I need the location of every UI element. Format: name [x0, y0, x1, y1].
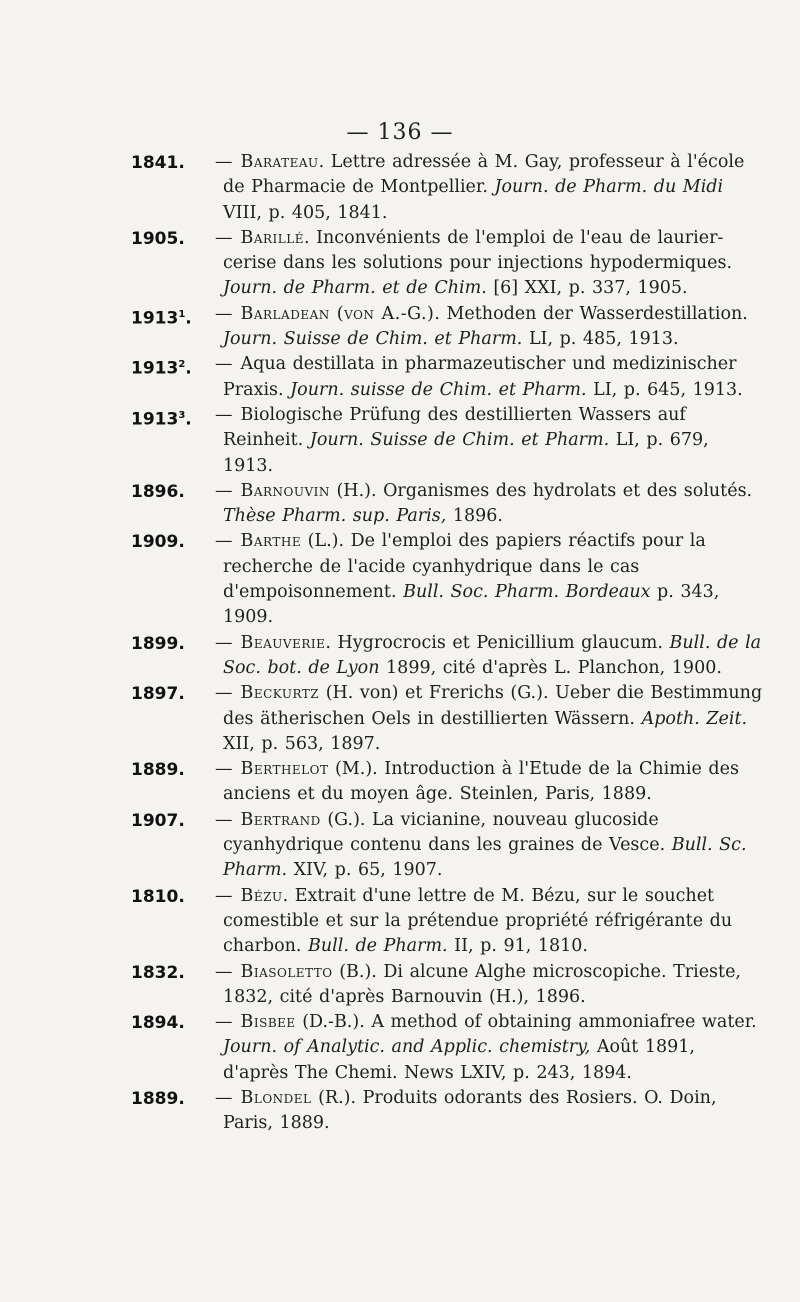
- bibliography-entry: [0, 1010, 800, 1086]
- entry-title: (H. von) et Frerichs (G.). Ueber die Bestimmung des ätherischen Oels in destillierten Wässern.: [223, 683, 763, 729]
- bibliography-entry: [0, 808, 800, 884]
- entry-title: (R.). Produits odorants des Rosiers. O. Doin, Paris, 1889.: [223, 1087, 717, 1134]
- entry-title: . Inconvénients de l'emploi de l'eau de laurier-cerise dans les solutions pour injections hypodermiques.: [223, 227, 733, 274]
- bibliography-entry: [0, 681, 800, 757]
- entry-reference: II, p. 91, 1810.: [447, 936, 588, 957]
- entry-author: Bisbee: [240, 1012, 296, 1033]
- bibliography-entry: [0, 403, 800, 479]
- entry-year: 1913$^2$.: [131, 359, 192, 380]
- entry-title: (M.). Introduction à l'Etude de la Chimie des anciens et du moyen âge. Steinlen, Paris, 1889.: [223, 759, 739, 805]
- entry-year: 1909.: [131, 532, 185, 553]
- entry-title: . Methoden der Wasserdestillation.: [434, 303, 748, 324]
- entry-author: Barthe: [240, 531, 302, 552]
- entry-title: (B.). Di alcune Alghe microscopiche. Trieste, 1832, cité d'après Barnouvin (H.), 1896.: [223, 961, 741, 1007]
- entry-text: — Bézu. Extrait d'une lettre de M. Bézu, sur le souchet comestible et sur la prétendue propriété réfrigérante du charbon. Bull. de Pharm. II, p. 91, 1810.: [215, 885, 733, 957]
- entry-text: — Biasoletto (B.). Di alcune Alghe microscopiche. Trieste, 1832, cité d'après Barnouvin (H.), 1896.: [215, 961, 741, 1007]
- entry-title: . Hygrocrocis et Penicillium glaucum.: [325, 632, 663, 653]
- entry-text: — Beckurtz (H. von) et Frerichs (G.). Ueber die Bestimmung des ätherischen Oels in destillierten Wässern. Apoth. Zeit. XII, p. 563, 1897.: [215, 683, 763, 754]
- entry-year: 1897.: [131, 684, 185, 705]
- entry-reference: XII, p. 563, 1897.: [223, 733, 381, 754]
- bibliography-entry: [0, 150, 800, 226]
- entry-title: (L.). De l'emploi des papiers réactifs pour la recherche de l'acide cyanhydrique dans le cas d'empoisonnement.: [223, 531, 706, 603]
- entry-journal: Bull. de la Soc. bot. de Lyon: [223, 632, 762, 678]
- bibliography-entry: [0, 352, 800, 403]
- entry-author: Bézu: [240, 885, 283, 906]
- bibliography-entry: [0, 529, 800, 630]
- entry-journal: Journ. de Pharm. du Midi: [494, 177, 724, 198]
- entry-author: Berthelot: [240, 759, 329, 780]
- entry-journal: Bull. Soc. Pharm. Bordeaux: [403, 582, 651, 603]
- entry-text: — Biologische Prüfung des destillierten Wassers auf Reinheit. Journ. Suisse de Chim. et Pharm. LI, p. 679, 1913.: [215, 404, 709, 476]
- entry-journal: Thèse Pharm. sup. Paris,: [223, 506, 447, 527]
- entry-text: — Berthelot (M.). Introduction à l'Etude de la Chimie des anciens et du moyen âge. Steinlen, Paris, 1889.: [215, 759, 739, 805]
- entry-text: — Barillé. Inconvénients de l'emploi de l'eau de laurier-cerise dans les solutions pour injections hypodermiques. Journ. de Pharm. et de Chim. [6] XXI, p. 337, 1905.: [215, 227, 733, 299]
- entry-title: (H.). Organismes des hydrolats et des solutés.: [329, 480, 753, 501]
- entry-reference: XIV, p. 65, 1907.: [287, 860, 443, 881]
- entry-year: 1894.: [131, 1013, 185, 1034]
- entry-reference: 1899, cité d'après L. Planchon, 1900.: [379, 657, 722, 678]
- entry-text: — Barateau. Lettre adressée à M. Gay, professeur à l'école de Pharmacie de Montpellier. Journ. de Pharm. du Midi VIII, p. 405, 1841.: [215, 152, 745, 223]
- entry-year: 1905.: [131, 228, 185, 249]
- bibliography-entry: [0, 631, 800, 682]
- bibliography-entry: [0, 757, 800, 808]
- entry-text: — Barladean (von A.-G.). Methoden der Wasserdestillation. Journ. Suisse de Chim. et Pharm. LI, p. 485, 1913.: [215, 303, 748, 350]
- bibliography-list: [0, 150, 800, 1137]
- entry-year: 1889.: [131, 760, 185, 781]
- entry-year: 1832.: [131, 962, 185, 983]
- bibliography-entry: [0, 302, 800, 353]
- entry-year: 1841.: [131, 153, 185, 173]
- entry-year: 1896.: [131, 481, 185, 502]
- entry-text: — Barnouvin (H.). Organismes des hydrolats et des solutés. Thèse Pharm. sup. Paris, 1896.: [215, 480, 753, 527]
- entry-year: 1913$^1$.: [131, 308, 192, 329]
- entry-journal: Journ. Suisse de Chim. et Pharm.: [223, 329, 523, 350]
- entry-text: — Aqua destillata in pharmazeutischer und medizinischer Praxis. Journ. suisse de Chim. et Pharm. LI, p. 645, 1913.: [215, 354, 743, 400]
- entry-year-suffix: 2: [178, 359, 186, 371]
- bibliography-entry: [0, 226, 800, 302]
- entry-journal: Apoth. Zeit.: [641, 708, 748, 729]
- entry-reference: VIII, p. 405, 1841.: [223, 202, 388, 223]
- entry-reference: Août 1891, d'après The Chemi. News LXIV, p. 243, 1894.: [223, 1037, 695, 1083]
- entry-author: Biasoletto: [240, 961, 333, 982]
- entry-reference: [6] XXI, p. 337, 1905.: [486, 278, 688, 299]
- entry-year: 1899.: [131, 633, 185, 654]
- entry-journal: Journ. of Analytic. and Applic. chemistry,: [223, 1037, 591, 1058]
- entry-text: — Bisbee (D.-B.). A method of obtaining ammoniafree water. Journ. of Analytic. and Applic. chemistry, Août 1891, d'après The Chemi. News LXIV, p. 243, 1894.: [215, 1012, 757, 1083]
- entry-text: — Bertrand (G.). La vicianine, nouveau glucoside cyanhydrique contenu dans les graines de Vesce. Bull. Sc. Pharm. XIV, p. 65, 1907.: [215, 809, 747, 881]
- page-number: — 136 —: [346, 120, 454, 145]
- entry-title: (D.-B.). A method of obtaining ammoniafree water.: [295, 1012, 757, 1033]
- entry-journal: Journ. suisse de Chim. et Pharm.: [290, 379, 587, 400]
- entry-year-suffix: 1: [178, 308, 186, 320]
- entry-title: . Lettre adressée à M. Gay, professeur à l'école de Pharmacie de Montpellier.: [223, 152, 745, 198]
- entry-author: Barateau: [240, 152, 319, 172]
- entry-reference: p. 343, 1909.: [223, 582, 720, 628]
- bibliography-entry: [0, 960, 800, 1011]
- entry-title: (G.). La vicianine, nouveau glucoside cyanhydrique contenu dans les graines de Vesce.: [223, 809, 666, 856]
- bibliography-entry: [0, 479, 800, 530]
- bibliography-entry: [0, 884, 800, 960]
- entry-title: Aqua destillata in pharmazeutischer und medizinischer Praxis.: [223, 354, 737, 400]
- entry-title: Biologische Prüfung des destillierten Wassers auf Reinheit.: [223, 404, 686, 451]
- entry-title: . Extrait d'une lettre de M. Bézu, sur le souchet comestible et sur la prétendue propriété réfrigérante du charbon.: [223, 885, 733, 957]
- entry-author: Bertrand: [240, 809, 321, 830]
- entry-text: — Blondel (R.). Produits odorants des Rosiers. O. Doin, Paris, 1889.: [215, 1087, 717, 1134]
- entry-journal: Bull. Sc. Pharm.: [223, 835, 747, 881]
- entry-author: Barillé: [240, 227, 304, 248]
- entry-year: 1913$^3$.: [131, 409, 192, 430]
- entry-reference: LI, p. 485, 1913.: [522, 329, 679, 350]
- entry-author: Barladean (von A.-G.): [240, 303, 435, 324]
- entry-text: — Beauverie. Hygrocrocis et Penicillium glaucum. Bull. de la Soc. bot. de Lyon 1899, cité d'après L. Planchon, 1900.: [215, 632, 762, 678]
- entry-journal: Journ. Suisse de Chim. et Pharm.: [309, 430, 610, 451]
- bibliography-entry: [0, 1086, 800, 1137]
- entry-year: 1907.: [131, 810, 185, 831]
- entry-author: Beckurtz: [240, 683, 320, 704]
- entry-text: — Barthe (L.). De l'emploi des papiers réactifs pour la recherche de l'acide cyanhydrique dans le cas d'empoisonnement. Bull. Soc. Pharm. Bordeaux p. 343, 1909.: [215, 531, 720, 628]
- entry-author: Beauverie: [240, 632, 326, 653]
- entry-reference: LI, p. 645, 1913.: [586, 379, 743, 400]
- entry-journal: Journ. de Pharm. et de Chim.: [223, 278, 487, 299]
- entry-year: 1889.: [131, 1088, 185, 1109]
- entry-journal: Bull. de Pharm.: [308, 936, 448, 957]
- entry-author: Blondel: [240, 1087, 312, 1108]
- entry-year: 1810.: [131, 886, 185, 907]
- entry-author: Barnouvin: [240, 480, 330, 501]
- entry-year-suffix: 3: [178, 409, 186, 421]
- entry-reference: LI, p. 679, 1913.: [223, 430, 709, 476]
- entry-reference: 1896.: [446, 506, 503, 527]
